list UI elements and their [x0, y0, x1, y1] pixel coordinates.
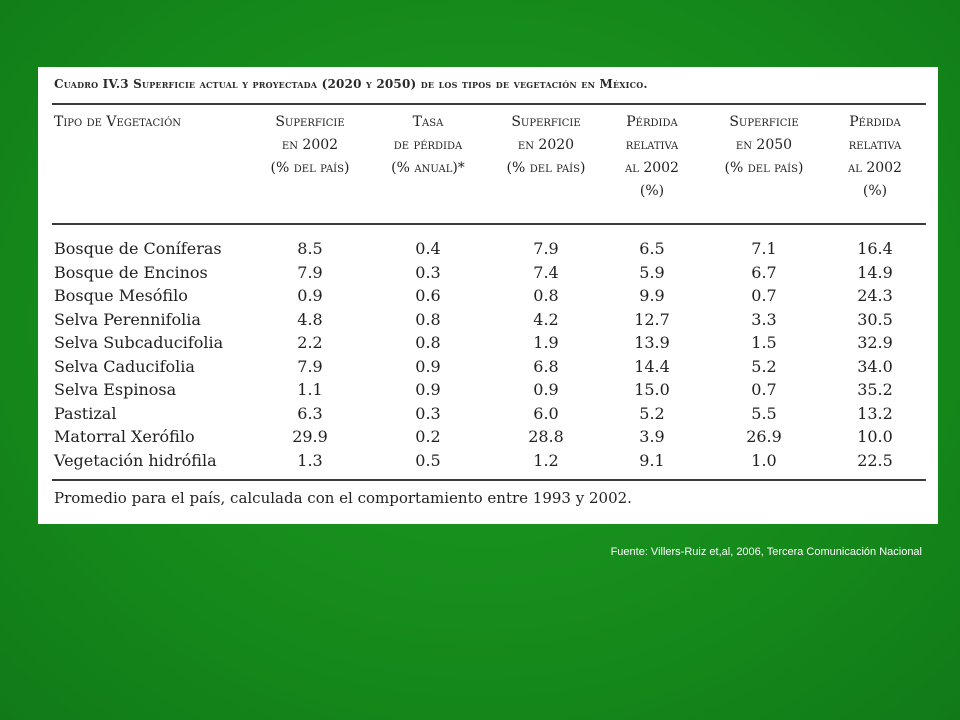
value-cell: 0.6 [415, 286, 441, 306]
vegetation-type-cell: Selva Perennifolia [54, 309, 201, 329]
column-header-line: en 2020 [517, 137, 575, 153]
column-header-line: relativa [625, 137, 679, 153]
value-cell: 0.8 [415, 333, 441, 353]
vegetation-type-cell: Bosque Mesófilo [54, 286, 188, 306]
table-caption: Cuadro IV.3 Superficie actual y proyectada (2020 y 2050) de los tipos de vegetación en México. [54, 77, 648, 91]
top-rule [52, 103, 926, 105]
value-cell: 24.3 [857, 286, 893, 306]
value-cell: 7.4 [533, 262, 559, 282]
value-cell: 0.9 [415, 380, 441, 400]
column-header-line: (% anual)* [391, 160, 465, 176]
table-row [52, 402, 926, 426]
column-header-line: de pérdida [393, 137, 463, 153]
vegetation-type-cell: Selva Caducifolia [54, 356, 195, 376]
vegetation-type-cell: Bosque de Coníferas [54, 239, 222, 259]
value-cell: 5.2 [751, 356, 777, 376]
column-header-line: al 2002 [625, 160, 679, 176]
value-cell: 28.8 [528, 427, 564, 447]
bottom-rule [52, 479, 926, 481]
value-cell: 12.7 [634, 309, 670, 329]
vegetation-type-cell: Selva Subcaducifolia [54, 333, 224, 353]
value-cell: 0.9 [297, 286, 323, 306]
value-cell: 10.0 [857, 427, 893, 447]
value-cell: 16.4 [857, 239, 893, 259]
table-card [38, 67, 938, 524]
column-header [52, 111, 256, 223]
table-body [52, 223, 926, 472]
table-row [52, 425, 926, 449]
value-cell: 13.2 [857, 403, 893, 423]
value-cell: 0.7 [751, 380, 777, 400]
value-cell: 0.7 [751, 286, 777, 306]
value-cell: 1.1 [297, 380, 323, 400]
vegetation-type-cell: Bosque de Encinos [54, 262, 208, 282]
column-header-line: (% del país) [506, 160, 586, 176]
value-cell: 1.2 [533, 450, 559, 470]
value-cell: 1.3 [297, 450, 323, 470]
table-row [52, 261, 926, 285]
value-cell: 15.0 [634, 380, 670, 400]
column-header-line: en 2002 [281, 137, 339, 153]
column-header [364, 111, 492, 223]
value-cell: 26.9 [746, 427, 782, 447]
value-cell: 9.9 [639, 286, 665, 306]
vegetation-type-cell: Pastizal [54, 403, 117, 423]
value-cell: 0.8 [533, 286, 559, 306]
vegetation-type-cell: Matorral Xerófilo [54, 427, 195, 447]
value-cell: 30.5 [857, 309, 893, 329]
value-cell: 7.9 [297, 356, 323, 376]
value-cell: 1.5 [751, 333, 777, 353]
value-cell: 34.0 [857, 356, 893, 376]
column-header-line: Tasa [412, 114, 444, 130]
value-cell: 0.9 [533, 380, 559, 400]
column-header-line: Tipo de Vegetación [54, 114, 182, 130]
column-header-line: (% del país) [724, 160, 804, 176]
value-cell: 0.9 [415, 356, 441, 376]
table-footnote: Promedio para el país, calculada con el comportamiento entre 1993 y 2002. [54, 489, 632, 507]
value-cell: 22.5 [857, 450, 893, 470]
spacer-row [52, 223, 926, 237]
column-header-line: en 2050 [735, 137, 793, 153]
value-cell: 0.3 [415, 403, 441, 423]
column-header-line: Pérdida [626, 114, 678, 130]
value-cell: 2.2 [297, 333, 323, 353]
table-row [52, 378, 926, 402]
table-row [52, 331, 926, 355]
value-cell: 5.5 [751, 403, 777, 423]
column-header-line: Superficie [729, 114, 799, 130]
value-cell: 32.9 [857, 333, 893, 353]
value-cell: 3.3 [751, 309, 777, 329]
value-cell: 5.2 [639, 403, 665, 423]
value-cell: 3.9 [639, 427, 665, 447]
column-header-line: (%) [639, 183, 665, 199]
value-cell: 0.5 [415, 450, 441, 470]
value-cell: 6.5 [639, 239, 665, 259]
value-cell: 4.2 [533, 309, 559, 329]
value-cell: 8.5 [297, 239, 323, 259]
value-cell: 5.9 [639, 262, 665, 282]
value-cell: 0.3 [415, 262, 441, 282]
vegetation-type-cell: Selva Espinosa [54, 380, 177, 400]
column-header-line: al 2002 [848, 160, 902, 176]
column-header-line: Superficie [275, 114, 345, 130]
value-cell: 13.9 [634, 333, 670, 353]
column-header [492, 111, 600, 223]
vegetation-type-cell: Vegetación hidrófila [54, 450, 217, 470]
value-cell: 6.3 [297, 403, 323, 423]
value-cell: 6.7 [751, 262, 777, 282]
value-cell: 1.9 [533, 333, 559, 353]
value-cell: 7.9 [533, 239, 559, 259]
value-cell: 14.9 [857, 262, 893, 282]
column-header [256, 111, 364, 223]
column-header-line: Pérdida [849, 114, 901, 130]
column-header-line: (% del país) [270, 160, 350, 176]
value-cell: 0.8 [415, 309, 441, 329]
column-header-line: relativa [848, 137, 902, 153]
table-row [52, 355, 926, 379]
table-row [52, 284, 926, 308]
value-cell: 7.1 [751, 239, 777, 259]
value-cell: 9.1 [639, 450, 665, 470]
value-cell: 6.0 [533, 403, 559, 423]
column-header [600, 111, 704, 223]
column-header-line: (%) [862, 183, 888, 199]
value-cell: 1.0 [751, 450, 777, 470]
table-row [52, 308, 926, 332]
column-header [704, 111, 824, 223]
value-cell: 4.8 [297, 309, 323, 329]
table-row [52, 237, 926, 261]
source-credit: Fuente: Villers-Ruiz et,al, 2006, Tercera Comunicación Nacional [610, 546, 922, 558]
value-cell: 0.4 [415, 239, 441, 259]
value-cell: 35.2 [857, 380, 893, 400]
header-row [52, 111, 926, 223]
value-cell: 0.2 [415, 427, 441, 447]
value-cell: 6.8 [533, 356, 559, 376]
column-header-line: Superficie [511, 114, 581, 130]
value-cell: 14.4 [634, 356, 670, 376]
value-cell: 29.9 [292, 427, 328, 447]
vegetation-table [52, 111, 926, 472]
value-cell: 7.9 [297, 262, 323, 282]
table-row [52, 449, 926, 473]
column-header [824, 111, 926, 223]
